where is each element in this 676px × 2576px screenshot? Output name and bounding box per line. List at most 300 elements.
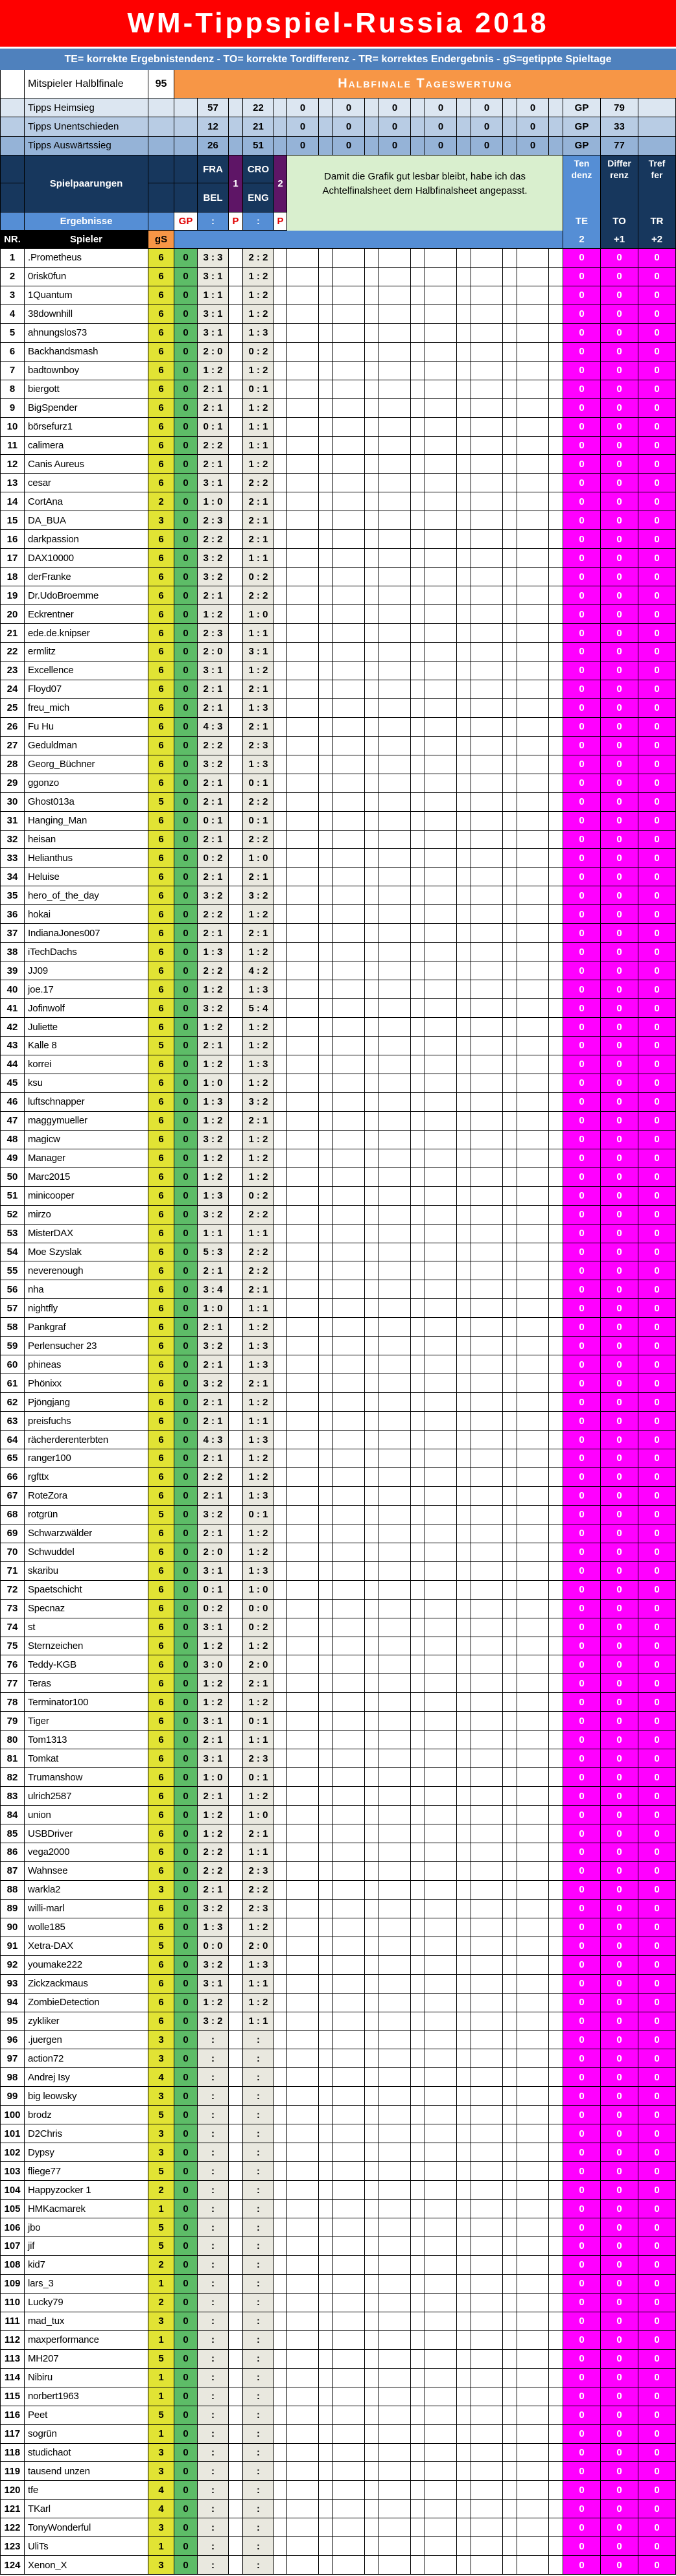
- player-p-match1[interactable]: [229, 2143, 243, 2162]
- empty-tip-cell[interactable]: [471, 511, 503, 530]
- empty-p-cell[interactable]: [365, 661, 379, 680]
- empty-p-cell[interactable]: [503, 2049, 517, 2068]
- empty-p-cell[interactable]: [365, 1037, 379, 1055]
- empty-tip-cell[interactable]: [379, 1562, 411, 1581]
- player-tendenz-points[interactable]: 0: [563, 1524, 601, 1543]
- player-gp[interactable]: 0: [174, 1149, 198, 1168]
- player-name[interactable]: Zickzackmaus: [25, 1975, 148, 1994]
- empty-tip-cell[interactable]: [425, 1562, 457, 1581]
- empty-p-cell[interactable]: [411, 812, 425, 831]
- player-differenz-points[interactable]: 0: [601, 2181, 638, 2200]
- empty-tip-cell[interactable]: [333, 2387, 365, 2406]
- empty-tip-cell[interactable]: [333, 1824, 365, 1843]
- empty-p-cell[interactable]: [503, 2537, 517, 2556]
- player-tip-match2[interactable]: 2 : 1: [243, 492, 274, 511]
- player-p-match1[interactable]: [229, 1280, 243, 1299]
- player-differenz-points[interactable]: 0: [601, 2387, 638, 2406]
- empty-p-cell[interactable]: [365, 324, 379, 343]
- player-p-match1[interactable]: [229, 2275, 243, 2294]
- player-name[interactable]: MH207: [25, 2350, 148, 2369]
- empty-p-cell[interactable]: [365, 2481, 379, 2500]
- empty-p-cell[interactable]: [319, 999, 333, 1018]
- player-tip-match2[interactable]: :: [243, 2218, 274, 2237]
- player-tip-match2[interactable]: :: [243, 2350, 274, 2369]
- empty-tip-cell[interactable]: [287, 2237, 319, 2256]
- empty-p-cell[interactable]: [411, 831, 425, 849]
- empty-p-cell[interactable]: [457, 1093, 471, 1112]
- player-name[interactable]: warkla2: [25, 1881, 148, 1900]
- player-tip-match2[interactable]: 1 : 2: [243, 1787, 274, 1806]
- empty-p-cell[interactable]: [319, 1562, 333, 1581]
- player-gs[interactable]: 6: [148, 1055, 174, 1074]
- empty-tip-cell[interactable]: [425, 980, 457, 999]
- player-tip-match2[interactable]: :: [243, 2162, 274, 2181]
- player-tendenz-points[interactable]: 0: [563, 2481, 601, 2500]
- empty-p-cell[interactable]: [549, 1299, 563, 1318]
- empty-p-cell[interactable]: [457, 1655, 471, 1674]
- player-gp[interactable]: 0: [174, 2387, 198, 2406]
- player-tendenz-points[interactable]: 0: [563, 1018, 601, 1037]
- empty-p-cell[interactable]: [365, 2425, 379, 2444]
- player-name[interactable]: norbert1963: [25, 2387, 148, 2406]
- player-gs[interactable]: 6: [148, 1318, 174, 1337]
- empty-p-cell[interactable]: [457, 812, 471, 831]
- player-tip-match1[interactable]: 2 : 1: [198, 1261, 229, 1280]
- empty-p-cell[interactable]: [503, 1280, 517, 1299]
- player-nr[interactable]: 16: [0, 530, 25, 549]
- player-tendenz-points[interactable]: 0: [563, 1074, 601, 1093]
- player-nr[interactable]: 99: [0, 2087, 25, 2106]
- empty-p-cell[interactable]: [411, 1749, 425, 1768]
- player-nr[interactable]: 27: [0, 737, 25, 755]
- player-tendenz-points[interactable]: 0: [563, 324, 601, 343]
- player-differenz-points[interactable]: 0: [601, 1806, 638, 1824]
- empty-tip-cell[interactable]: [471, 905, 503, 924]
- empty-tip-cell[interactable]: [333, 1918, 365, 1937]
- player-gp[interactable]: 0: [174, 1674, 198, 1693]
- player-tip-match1[interactable]: 2 : 2: [198, 737, 229, 755]
- empty-tip-cell[interactable]: [379, 886, 411, 905]
- player-tendenz-points[interactable]: 0: [563, 1225, 601, 1243]
- player-nr[interactable]: 10: [0, 418, 25, 437]
- empty-tip-cell[interactable]: [379, 2031, 411, 2050]
- tipps-count-match5[interactable]: 0: [379, 98, 411, 117]
- empty-p-cell[interactable]: [319, 1994, 333, 2012]
- empty-tip-cell[interactable]: [471, 980, 503, 999]
- empty-tip-cell[interactable]: [517, 999, 549, 1018]
- player-p-match1[interactable]: [229, 1787, 243, 1806]
- player-p-match2[interactable]: [274, 1674, 287, 1693]
- player-tip-match2[interactable]: 1 : 2: [243, 1449, 274, 1468]
- empty-p-cell[interactable]: [365, 1581, 379, 1600]
- player-treffer-points[interactable]: 0: [638, 1749, 676, 1768]
- empty-p-cell[interactable]: [319, 1261, 333, 1280]
- player-name[interactable]: darkpassion: [25, 530, 148, 549]
- player-p-match1[interactable]: [229, 1093, 243, 1112]
- player-name[interactable]: Floyd07: [25, 680, 148, 699]
- player-p-match2[interactable]: [274, 380, 287, 399]
- empty-tip-cell[interactable]: [379, 1543, 411, 1562]
- player-name[interactable]: Xenon_X: [25, 2556, 148, 2575]
- empty-tip-cell[interactable]: [287, 2481, 319, 2500]
- empty-p-cell[interactable]: [457, 1862, 471, 1881]
- empty-p-cell[interactable]: [319, 1168, 333, 1187]
- player-name[interactable]: Kalle 8: [25, 1037, 148, 1055]
- player-nr[interactable]: 45: [0, 1074, 25, 1093]
- empty-tip-cell[interactable]: [517, 343, 549, 362]
- player-nr[interactable]: 9: [0, 399, 25, 418]
- empty-p-cell[interactable]: [503, 1187, 517, 1206]
- empty-tip-cell[interactable]: [379, 1393, 411, 1412]
- player-tip-match1[interactable]: 3 : 2: [198, 549, 229, 568]
- empty-p-cell[interactable]: [365, 2143, 379, 2162]
- player-gs[interactable]: 5: [148, 2406, 174, 2425]
- empty-p-cell[interactable]: [549, 2143, 563, 2162]
- player-treffer-points[interactable]: 0: [638, 1337, 676, 1355]
- empty-p-cell[interactable]: [503, 1261, 517, 1280]
- player-nr[interactable]: 94: [0, 1994, 25, 2012]
- empty-p-cell[interactable]: [411, 2181, 425, 2200]
- empty-p-cell[interactable]: [411, 1037, 425, 1055]
- empty-tip-cell[interactable]: [333, 774, 365, 793]
- empty-tip-cell[interactable]: [379, 1112, 411, 1131]
- empty-tip-cell[interactable]: [379, 2275, 411, 2294]
- empty-tip-cell[interactable]: [517, 924, 549, 943]
- empty-tip-cell[interactable]: [471, 812, 503, 831]
- empty-tip-cell[interactable]: [333, 1975, 365, 1994]
- empty-p-cell[interactable]: [319, 1055, 333, 1074]
- player-nr[interactable]: 62: [0, 1393, 25, 1412]
- empty-tip-cell[interactable]: [425, 568, 457, 586]
- empty-tip-cell[interactable]: [379, 1131, 411, 1149]
- player-gp[interactable]: 0: [174, 492, 198, 511]
- player-tip-match1[interactable]: 2 : 1: [198, 1318, 229, 1337]
- empty-p-cell[interactable]: [365, 624, 379, 643]
- empty-tip-cell[interactable]: [425, 1881, 457, 1900]
- empty-p-cell[interactable]: [411, 2143, 425, 2162]
- player-treffer-points[interactable]: 0: [638, 2068, 676, 2087]
- player-name[interactable]: rotgrün: [25, 1506, 148, 1524]
- empty-tip-cell[interactable]: [425, 943, 457, 961]
- empty-tip-cell[interactable]: [287, 831, 319, 849]
- player-treffer-points[interactable]: 0: [638, 437, 676, 455]
- empty-p-cell[interactable]: [503, 1994, 517, 2012]
- player-p-match1[interactable]: [229, 1431, 243, 1449]
- empty-tip-cell[interactable]: [333, 2406, 365, 2425]
- player-nr[interactable]: 110: [0, 2294, 25, 2312]
- empty-p-cell[interactable]: [457, 999, 471, 1018]
- player-p-match2[interactable]: [274, 1655, 287, 1674]
- empty-p-cell[interactable]: [319, 1187, 333, 1206]
- empty-tip-cell[interactable]: [425, 399, 457, 418]
- empty-tip-cell[interactable]: [379, 1731, 411, 1749]
- empty-p-cell[interactable]: [457, 1731, 471, 1749]
- empty-tip-cell[interactable]: [425, 1074, 457, 1093]
- empty-tip-cell[interactable]: [287, 2312, 319, 2331]
- empty-p-cell[interactable]: [503, 793, 517, 812]
- player-name[interactable]: JJ09: [25, 961, 148, 980]
- player-tip-match1[interactable]: 2 : 1: [198, 699, 229, 718]
- player-p-match1[interactable]: [229, 2331, 243, 2350]
- empty-tip-cell[interactable]: [287, 1149, 319, 1168]
- player-tip-match1[interactable]: 1 : 0: [198, 1074, 229, 1093]
- empty-tip-cell[interactable]: [333, 249, 365, 268]
- empty-p-cell[interactable]: [319, 418, 333, 437]
- empty-tip-cell[interactable]: [471, 1355, 503, 1374]
- player-treffer-points[interactable]: 0: [638, 1412, 676, 1431]
- player-differenz-points[interactable]: 0: [601, 1412, 638, 1431]
- player-tip-match2[interactable]: 2 : 1: [243, 1280, 274, 1299]
- empty-p-cell[interactable]: [319, 1749, 333, 1768]
- empty-tip-cell[interactable]: [333, 305, 365, 324]
- player-gs[interactable]: 6: [148, 1299, 174, 1318]
- empty-p-cell[interactable]: [365, 1074, 379, 1093]
- player-p-match2[interactable]: [274, 568, 287, 586]
- player-gp[interactable]: 0: [174, 1524, 198, 1543]
- player-gs[interactable]: 6: [148, 249, 174, 268]
- empty-p-cell[interactable]: [457, 362, 471, 380]
- player-tendenz-points[interactable]: 0: [563, 737, 601, 755]
- empty-p-cell[interactable]: [319, 1543, 333, 1562]
- player-p-match1[interactable]: [229, 643, 243, 661]
- empty-tip-cell[interactable]: [287, 2350, 319, 2369]
- player-p-match1[interactable]: [229, 1637, 243, 1656]
- empty-tip-cell[interactable]: [287, 2068, 319, 2087]
- player-name[interactable]: union: [25, 1806, 148, 1824]
- player-gs[interactable]: 6: [148, 2012, 174, 2031]
- empty-p-cell[interactable]: [365, 1655, 379, 1674]
- empty-p-cell[interactable]: [457, 2256, 471, 2275]
- player-p-match2[interactable]: [274, 1693, 287, 1712]
- empty-p-cell[interactable]: [549, 324, 563, 343]
- empty-tip-cell[interactable]: [287, 2031, 319, 2050]
- empty-tip-cell[interactable]: [517, 2406, 549, 2425]
- empty-p-cell[interactable]: [549, 249, 563, 268]
- player-p-match2[interactable]: [274, 831, 287, 849]
- empty-p-cell[interactable]: [319, 1618, 333, 1637]
- player-gs[interactable]: 1: [148, 2331, 174, 2350]
- empty-p-cell[interactable]: [457, 1749, 471, 1768]
- player-nr[interactable]: 43: [0, 1037, 25, 1055]
- player-gp[interactable]: 0: [174, 2031, 198, 2050]
- player-nr[interactable]: 13: [0, 474, 25, 492]
- player-gp[interactable]: 0: [174, 2331, 198, 2350]
- player-tendenz-points[interactable]: 0: [563, 1956, 601, 1975]
- empty-tip-cell[interactable]: [287, 568, 319, 586]
- player-p-match1[interactable]: [229, 1149, 243, 1168]
- player-tip-match1[interactable]: :: [198, 2537, 229, 2556]
- player-name[interactable]: derFranke: [25, 568, 148, 586]
- player-nr[interactable]: 71: [0, 1562, 25, 1581]
- player-name[interactable]: Tomkat: [25, 1749, 148, 1768]
- empty-p-cell[interactable]: [411, 2031, 425, 2050]
- empty-p-cell[interactable]: [549, 1243, 563, 1262]
- player-tip-match1[interactable]: 3 : 2: [198, 886, 229, 905]
- empty-p-cell[interactable]: [411, 849, 425, 868]
- empty-p-cell[interactable]: [319, 2387, 333, 2406]
- player-nr[interactable]: 33: [0, 849, 25, 868]
- player-tip-match1[interactable]: 2 : 2: [198, 961, 229, 980]
- empty-p-cell[interactable]: [457, 2237, 471, 2256]
- empty-tip-cell[interactable]: [287, 2425, 319, 2444]
- player-differenz-points[interactable]: 0: [601, 849, 638, 868]
- player-name[interactable]: heisan: [25, 831, 148, 849]
- player-p-match1[interactable]: [229, 999, 243, 1018]
- empty-tip-cell[interactable]: [333, 1206, 365, 1225]
- player-nr[interactable]: 61: [0, 1374, 25, 1393]
- empty-tip-cell[interactable]: [379, 1806, 411, 1824]
- empty-p-cell[interactable]: [549, 2087, 563, 2106]
- player-p-match1[interactable]: [229, 511, 243, 530]
- player-differenz-points[interactable]: 0: [601, 511, 638, 530]
- player-tip-match2[interactable]: 2 : 3: [243, 1900, 274, 1918]
- player-tendenz-points[interactable]: 0: [563, 1468, 601, 1487]
- player-p-match1[interactable]: [229, 2312, 243, 2331]
- empty-tip-cell[interactable]: [333, 2162, 365, 2181]
- player-name[interactable]: minicooper: [25, 1187, 148, 1206]
- empty-p-cell[interactable]: [365, 1374, 379, 1393]
- player-treffer-points[interactable]: 0: [638, 1712, 676, 1731]
- empty-p-cell[interactable]: [411, 1018, 425, 1037]
- empty-tip-cell[interactable]: [379, 1712, 411, 1731]
- player-p-match2[interactable]: [274, 1431, 287, 1449]
- player-differenz-points[interactable]: 0: [601, 905, 638, 924]
- player-differenz-points[interactable]: 0: [601, 2369, 638, 2387]
- empty-p-cell[interactable]: [549, 399, 563, 418]
- player-p-match2[interactable]: [274, 1618, 287, 1637]
- player-tip-match2[interactable]: 2 : 1: [243, 1674, 274, 1693]
- empty-tip-cell[interactable]: [517, 643, 549, 661]
- empty-tip-cell[interactable]: [471, 286, 503, 305]
- player-p-match2[interactable]: [274, 2143, 287, 2162]
- empty-p-cell[interactable]: [411, 2312, 425, 2331]
- player-p-match1[interactable]: [229, 249, 243, 268]
- player-nr[interactable]: 37: [0, 924, 25, 943]
- empty-p-cell[interactable]: [411, 1731, 425, 1749]
- player-tip-match1[interactable]: 3 : 2: [198, 1131, 229, 1149]
- player-tendenz-points[interactable]: 0: [563, 868, 601, 886]
- empty-p-cell[interactable]: [549, 2124, 563, 2143]
- player-tip-match2[interactable]: 1 : 3: [243, 755, 274, 774]
- empty-tip-cell[interactable]: [333, 2031, 365, 2050]
- empty-p-cell[interactable]: [503, 2106, 517, 2124]
- player-tip-match2[interactable]: 2 : 1: [243, 924, 274, 943]
- player-gp[interactable]: 0: [174, 249, 198, 268]
- empty-p-cell[interactable]: [319, 1843, 333, 1862]
- player-tip-match1[interactable]: 2 : 1: [198, 1731, 229, 1749]
- empty-tip-cell[interactable]: [471, 1206, 503, 1225]
- player-gp[interactable]: 0: [174, 286, 198, 305]
- player-differenz-points[interactable]: 0: [601, 2331, 638, 2350]
- empty-tip-cell[interactable]: [287, 1243, 319, 1262]
- player-tip-match1[interactable]: 1 : 2: [198, 1994, 229, 2012]
- player-p-match1[interactable]: [229, 1956, 243, 1975]
- empty-tip-cell[interactable]: [471, 399, 503, 418]
- player-tip-match1[interactable]: 3 : 1: [198, 1562, 229, 1581]
- empty-p-cell[interactable]: [549, 1956, 563, 1975]
- player-tip-match1[interactable]: 2 : 1: [198, 868, 229, 886]
- empty-tip-cell[interactable]: [425, 1206, 457, 1225]
- empty-p-cell[interactable]: [365, 455, 379, 474]
- player-tendenz-points[interactable]: 0: [563, 2294, 601, 2312]
- empty-tip-cell[interactable]: [425, 1431, 457, 1449]
- empty-tip-cell[interactable]: [471, 1393, 503, 1412]
- empty-tip-cell[interactable]: [517, 1562, 549, 1581]
- mitspieler-count[interactable]: 95: [148, 70, 174, 98]
- player-differenz-points[interactable]: 0: [601, 1112, 638, 1131]
- empty-p-cell[interactable]: [457, 1225, 471, 1243]
- empty-p-cell[interactable]: [365, 1674, 379, 1693]
- empty-tip-cell[interactable]: [333, 718, 365, 737]
- player-tip-match1[interactable]: 0 : 1: [198, 418, 229, 437]
- player-p-match2[interactable]: [274, 1843, 287, 1862]
- player-p-match2[interactable]: [274, 1524, 287, 1543]
- empty-tip-cell[interactable]: [379, 905, 411, 924]
- player-tendenz-points[interactable]: 0: [563, 1431, 601, 1449]
- player-nr[interactable]: 69: [0, 1524, 25, 1543]
- empty-p-cell[interactable]: [411, 1280, 425, 1299]
- player-name[interactable]: nightfly: [25, 1299, 148, 1318]
- empty-p-cell[interactable]: [411, 868, 425, 886]
- player-treffer-points[interactable]: 0: [638, 812, 676, 831]
- empty-p-cell[interactable]: [503, 1206, 517, 1225]
- empty-p-cell[interactable]: [319, 286, 333, 305]
- empty-tip-cell[interactable]: [379, 1581, 411, 1600]
- empty-p-cell[interactable]: [549, 474, 563, 492]
- player-gs[interactable]: 6: [148, 905, 174, 924]
- empty-tip-cell[interactable]: [333, 1956, 365, 1975]
- empty-tip-cell[interactable]: [333, 1655, 365, 1674]
- empty-p-cell[interactable]: [319, 661, 333, 680]
- player-p-match2[interactable]: [274, 943, 287, 961]
- player-tip-match2[interactable]: 1 : 0: [243, 849, 274, 868]
- empty-tip-cell[interactable]: [471, 1655, 503, 1674]
- player-differenz-points[interactable]: 0: [601, 2500, 638, 2518]
- empty-tip-cell[interactable]: [333, 2143, 365, 2162]
- player-p-match1[interactable]: [229, 2444, 243, 2463]
- empty-tip-cell[interactable]: [379, 2537, 411, 2556]
- player-tip-match2[interactable]: 1 : 3: [243, 699, 274, 718]
- player-tendenz-points[interactable]: 0: [563, 1918, 601, 1937]
- empty-tip-cell[interactable]: [333, 2200, 365, 2218]
- player-name[interactable]: Schwarzwälder: [25, 1524, 148, 1543]
- player-gs[interactable]: 6: [148, 1655, 174, 1674]
- player-differenz-points[interactable]: 0: [601, 1187, 638, 1206]
- empty-tip-cell[interactable]: [333, 1712, 365, 1731]
- player-name[interactable]: Georg_Büchner: [25, 755, 148, 774]
- empty-tip-cell[interactable]: [379, 1637, 411, 1656]
- player-nr[interactable]: 68: [0, 1506, 25, 1524]
- empty-tip-cell[interactable]: [379, 680, 411, 699]
- player-differenz-points[interactable]: 0: [601, 1487, 638, 1506]
- empty-tip-cell[interactable]: [287, 2275, 319, 2294]
- empty-tip-cell[interactable]: [517, 718, 549, 737]
- player-differenz-points[interactable]: 0: [601, 1600, 638, 1618]
- empty-tip-cell[interactable]: [517, 362, 549, 380]
- empty-p-cell[interactable]: [457, 718, 471, 737]
- empty-p-cell[interactable]: [411, 1318, 425, 1337]
- player-gs[interactable]: 6: [148, 1900, 174, 1918]
- spieler-column-header[interactable]: Spieler: [25, 231, 148, 249]
- empty-p-cell[interactable]: [411, 2518, 425, 2537]
- player-p-match2[interactable]: [274, 661, 287, 680]
- player-tendenz-points[interactable]: 0: [563, 1506, 601, 1524]
- empty-p-cell[interactable]: [549, 1655, 563, 1674]
- empty-p-cell[interactable]: [457, 324, 471, 343]
- player-gs[interactable]: 5: [148, 2218, 174, 2237]
- empty-p-cell[interactable]: [365, 1562, 379, 1581]
- empty-tip-cell[interactable]: [287, 1918, 319, 1937]
